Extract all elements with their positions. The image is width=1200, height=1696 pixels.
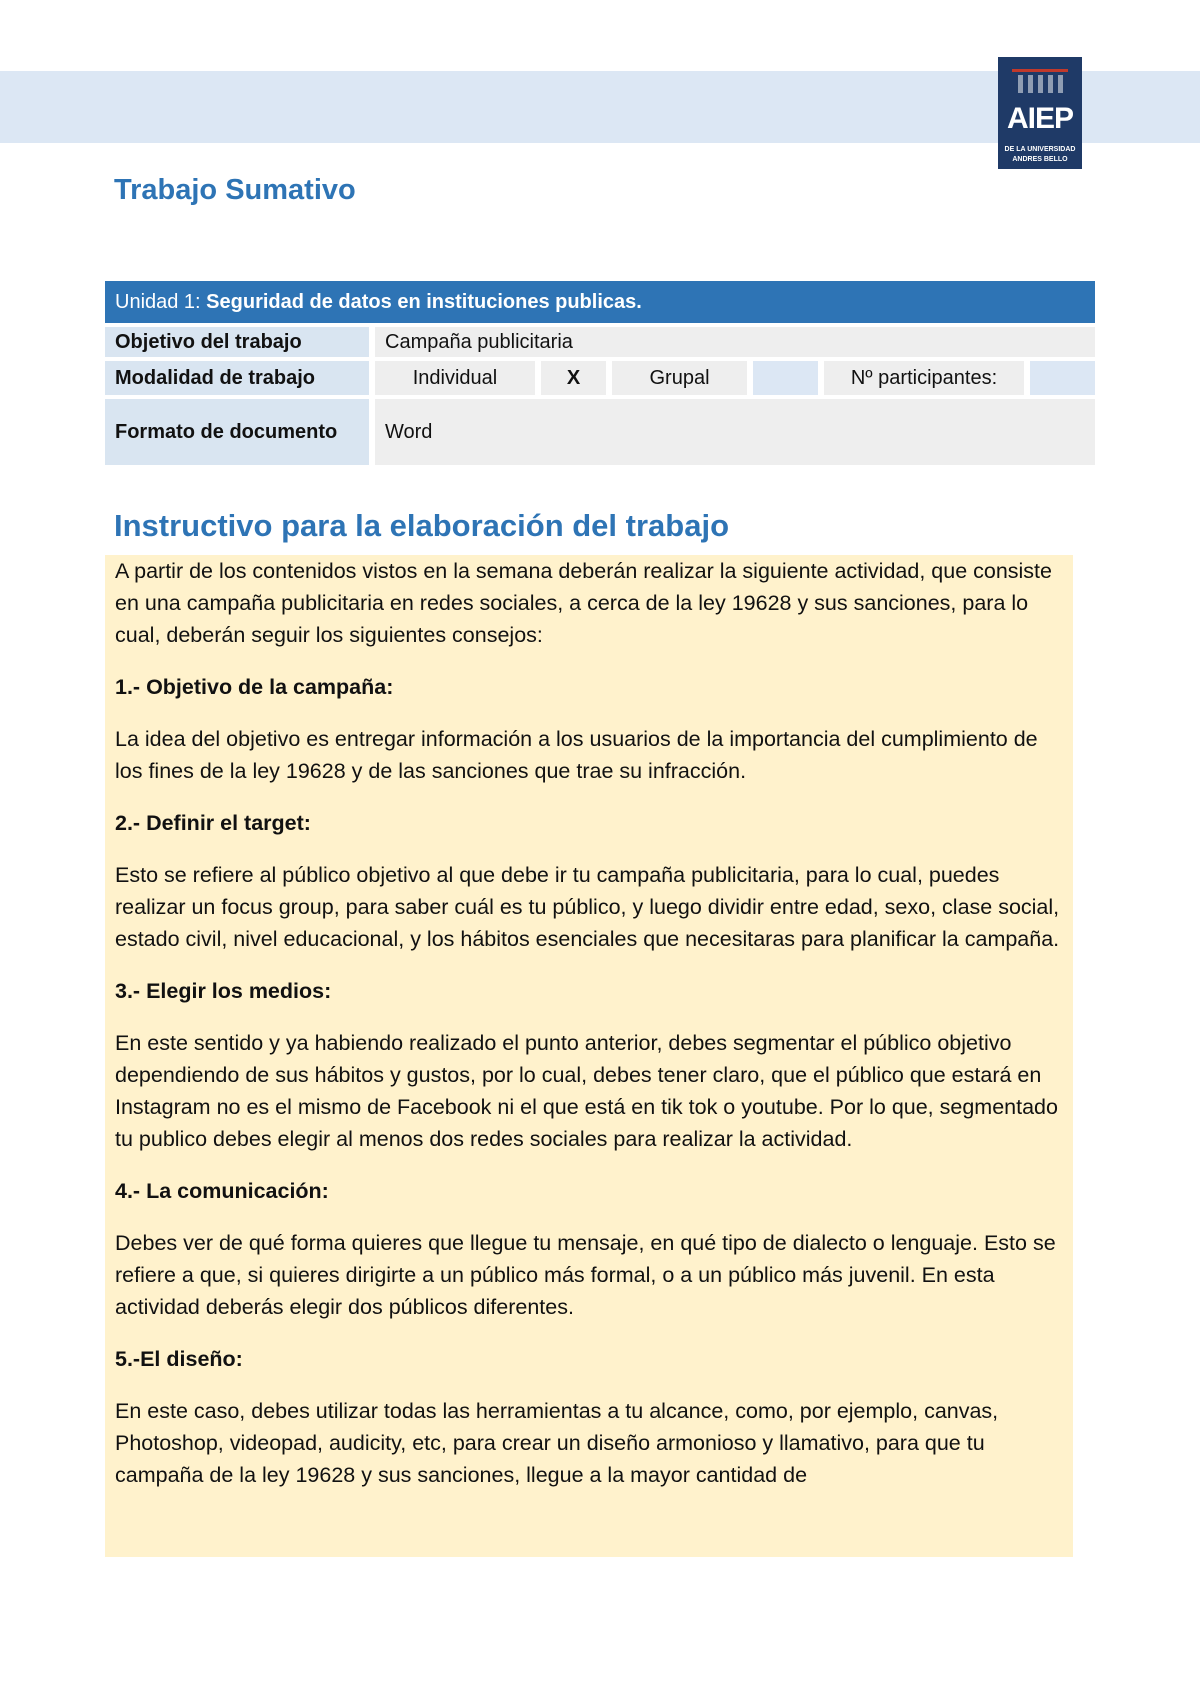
section-3-body: En este sentido y ya habiendo realizado el punto anterior, debes segmentar el público objetivo dependiendo de sus hábitos y gustos, por lo cual, debes tener claro, que el público que estará en Instagram no es el mismo de Facebook ni el que está en tik tok o youtube. Por lo que, segmentado tu publico debes elegir al menos dos redes sociales para realizar la actividad.: [115, 1031, 1058, 1151]
logo-subtitle-line2: ANDRES BELLO: [1012, 156, 1068, 163]
section-4-title: 4.- La comunicación:: [115, 1179, 329, 1203]
logo-subtitle-line1: DE LA UNIVERSIDAD: [1004, 146, 1076, 153]
logo-subtitle: [998, 145, 1082, 165]
format-value: Word: [375, 399, 1095, 465]
aiep-logo: [998, 57, 1082, 169]
objective-row: [105, 327, 1095, 361]
section-4-body: Debes ver de qué forma quieres que llegue tu mensaje, en qué tipo de dialecto o lenguaje. Esto se refiere a que, si quieres dirigirte a un público más formal, o a un público más juvenil. En esta actividad deberás elegir dos públicos diferentes.: [115, 1231, 1056, 1319]
instructions-heading: Instructivo para la elaboración del trabajo: [114, 508, 730, 543]
objective-value: Campaña publicitaria: [375, 327, 1095, 361]
format-row: [105, 399, 1095, 465]
unit-row: [105, 281, 1095, 327]
instructions-box: [105, 555, 1073, 1557]
participants-value: [1030, 361, 1095, 399]
modality-group: Grupal: [612, 361, 753, 399]
modality-group-mark: [753, 361, 824, 399]
unit-prefix: Unidad 1:: [115, 290, 207, 313]
page-title: Trabajo Sumativo: [114, 174, 356, 206]
logo-building-icon: [1008, 65, 1072, 95]
logo-text: AIEP: [1006, 102, 1074, 135]
section-2-title: 2.- Definir el target:: [115, 811, 311, 835]
section-1-title: 1.- Objetivo de la campaña:: [115, 675, 394, 699]
unit-cell: [105, 281, 1095, 327]
participants-label: Nº participantes:: [824, 361, 1030, 399]
section-5-title: 5.-El diseño:: [115, 1347, 243, 1371]
modality-row: [105, 361, 1095, 399]
modality-individual: Individual: [375, 361, 541, 399]
section-5-body: En este caso, debes utilizar todas las herramientas a tu alcance, como, por ejemplo, canvas, Photoshop, videopad, audicity, etc, para crear un diseño armonioso y llamativo, para que tu campaña de la ley 19628 y sus sanciones, llegue a la mayor cantidad de: [115, 1399, 999, 1487]
section-3-title: 3.- Elegir los medios:: [115, 979, 332, 1003]
modality-label: Modalidad de trabajo: [105, 361, 375, 399]
unit-title: Seguridad de datos en instituciones publicas.: [206, 290, 642, 313]
objective-label: Objetivo del trabajo: [105, 327, 375, 361]
intro-paragraph: A partir de los contenidos vistos en la semana deberán realizar la siguiente actividad, que consiste en una campaña publicitaria en redes sociales, a cerca de la ley 19628 y sus sanciones, para lo cual, deberán seguir los siguientes consejos:: [115, 559, 1052, 647]
format-label: Formato de documento: [105, 399, 375, 465]
info-table: [105, 281, 1095, 465]
section-1-body: La idea del objetivo es entregar información a los usuarios de la importancia del cumplimiento de los fines de la ley 19628 y de las sanciones que trae su infracción.: [115, 727, 1038, 783]
section-2-body: Esto se refiere al público objetivo al que debe ir tu campaña publicitaria, para lo cual, puedes realizar un focus group, para saber cuál es tu público, y luego dividir entre edad, sexo, clase social, estado civil, nivel educacional, y los hábitos esenciales que necesitaras para planificar la campaña.: [115, 863, 1060, 951]
modality-individual-mark: X: [541, 361, 612, 399]
